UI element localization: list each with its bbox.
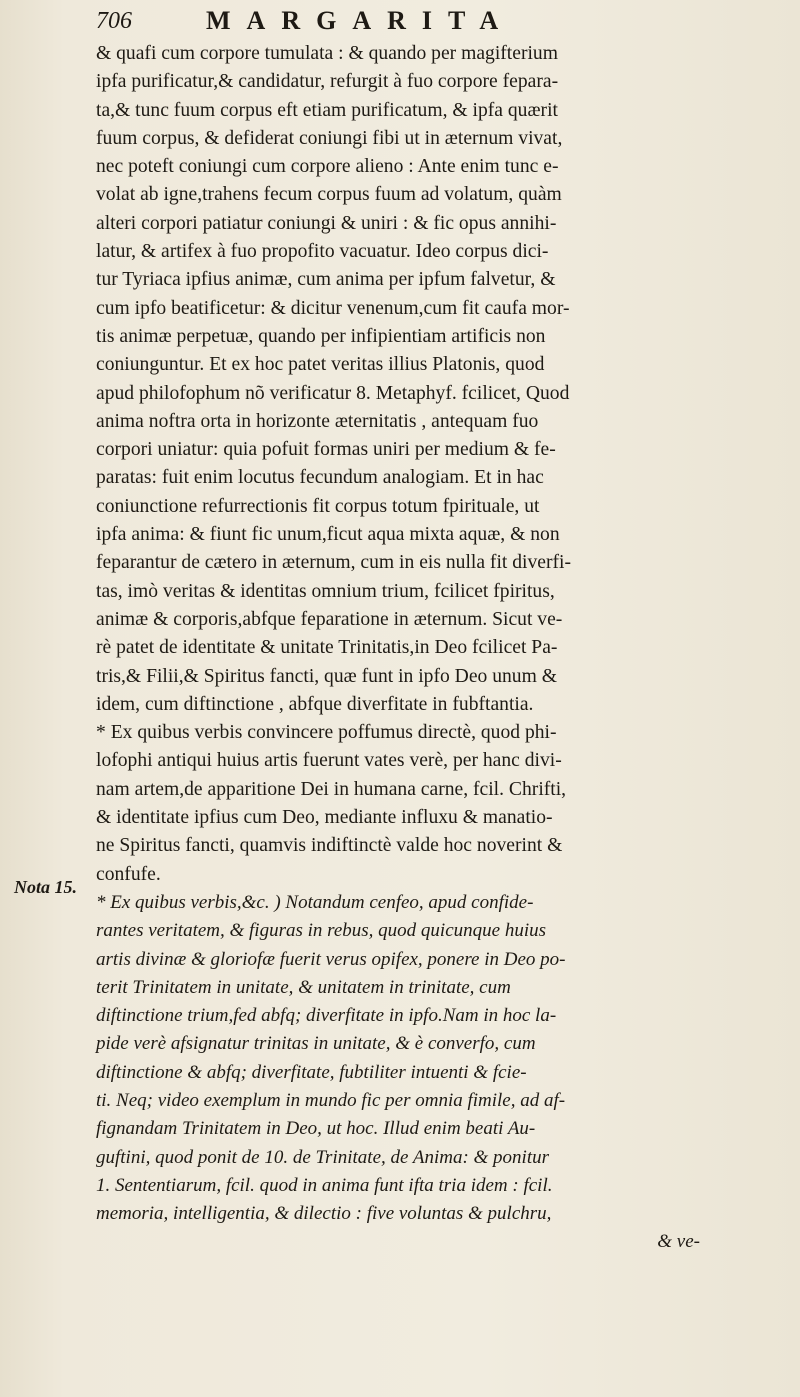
text-line: latur, & artifex à fuo propofito vacuatur. Ideo corpus dici-: [96, 241, 549, 263]
text-line: rè patet de identitate & unitate Trinitatis,in Deo fcilicet Pa-: [96, 637, 558, 659]
margin-note: Nota 15.: [14, 877, 77, 897]
text-line: ne Spiritus fancti, quamvis indiftinctè valde hoc noverint &: [96, 835, 563, 857]
commentary-line: diftinctione & abfq; diverfitate, fubtiliter intuenti & fcie-: [96, 1061, 527, 1083]
text-line: paratas: fuit enim locutus fecundum analogiam. Et in hac: [96, 467, 544, 489]
text-line: lofophi antiqui huius artis fuerunt vates verè, per hanc divi-: [96, 750, 562, 772]
commentary-line: artis divinæ & gloriofæ fuerit verus opifex, ponere in Deo po-: [96, 948, 566, 970]
text-line: tis animæ perpetuæ, quando per infipientiam artificis non: [96, 325, 546, 347]
commentary-line: * Ex quibus verbis,&c. ) Notandum cenfeo, apud confide-: [96, 891, 534, 913]
commentary-line: ti. Neq; video exemplum in mundo fic per omnia fimile, ad af-: [96, 1089, 566, 1111]
text-line: ipfa purificatur,& candidatur, refurgit à fuo corpore fepara-: [96, 71, 559, 93]
text-line: alteri corpori patiatur coniungi & uniri : & fic opus annihi-: [96, 212, 557, 234]
text-line: coniunctione refurrectionis fit corpus totum fpirituale, ut: [96, 495, 540, 517]
text-line: animæ & corporis,abfque feparatione in æternum. Sicut ve-: [96, 608, 563, 630]
text-line: ipfa anima: & fiunt fic unum,ficut aqua mixta aquæ, & non: [96, 524, 560, 546]
commentary-line: pide verè afsignatur trinitas in unitate, & è converfo, cum: [96, 1033, 536, 1055]
text-line: confufe.: [96, 863, 161, 885]
text-line: nec poteft coniungi cum corpore alieno : Ante enim tunc e-: [96, 156, 559, 178]
text-line: tris,& Filii,& Spiritus fancti, quæ funt in ipfo Deo unum &: [96, 665, 557, 687]
commentary-line: fignandam Trinitatem in Deo, ut hoc. Illud enim beati Au-: [96, 1118, 536, 1140]
text-line: coniunguntur. Et ex hoc patet veritas illius Platonis, quod: [96, 354, 545, 376]
text-line: anima noftra orta in horizonte æternitatis , antequam fuo: [96, 410, 539, 432]
page-number: 706: [96, 8, 132, 34]
text-line: corpori uniatur: quia pofuit formas uniri per medium & fe-: [96, 439, 556, 461]
commentary-line: 1. Sententiarum, fcil. quod in anima funt ifta tria idem : fcil.: [96, 1174, 553, 1196]
page-header: [96, 6, 696, 36]
text-line: tur Tyriaca ipfius animæ, cum anima per ipfum falvetur, &: [96, 269, 556, 291]
text-line: ta,& tunc fuum corpus eft etiam purificatum, & ipfa quærit: [96, 99, 558, 121]
commentary-line: rantes veritatem, & figuras in rebus, quod quicunque huius: [96, 920, 546, 942]
main-text: [96, 40, 708, 1257]
text-line: & identitate ipfius cum Deo, mediante influxu & manatio-: [96, 807, 553, 829]
text-line: feparantur de cætero in æternum, cum in eis nulla fit diverfi-: [96, 552, 571, 574]
text-line: & quafi cum corpore tumulata : & quando per magifterium: [96, 43, 558, 64]
text-line: * Ex quibus verbis convincere poffumus directè, quod phi-: [96, 722, 557, 744]
commentary-line: memoria, intelligentia, & dilectio : five voluntas & pulchru,: [96, 1203, 552, 1225]
text-line: idem, cum diftinctione , abfque diverfitate in fubftantia.: [96, 693, 534, 715]
text-line: tas, imò veritas & identitas omnium trium, fcilicet fpiritus,: [96, 580, 555, 602]
text-line: volat ab igne,trahens fecum corpus fuum ad volatum, quàm: [96, 184, 562, 206]
commentary-line: diftinctione trium,fed abfq; diverfitate in ipfo.Nam in hoc la-: [96, 1005, 557, 1027]
commentary-line: guftini, quod ponit de 10. de Trinitate, de Anima: & ponitur: [96, 1146, 550, 1168]
text-line: cum ipfo beatificetur: & dicitur venenum,cum fit caufa mor-: [96, 297, 570, 319]
text-line: nam artem,de apparitione Dei in humana carne, fcil. Chrifti,: [96, 778, 567, 800]
text-line: apud philofophum nõ verificatur 8. Metaphyf. fcilicet, Quod: [96, 382, 570, 404]
text-line: fuum corpus, & defiderat coniungi fibi ut in æternum vivat,: [96, 127, 563, 149]
running-head: MARGARITA: [206, 6, 515, 35]
commentary-line: terit Trinitatem in unitate, & unitatem in trinitate, cum: [96, 976, 511, 998]
commentary-line: & ve-: [657, 1231, 700, 1253]
